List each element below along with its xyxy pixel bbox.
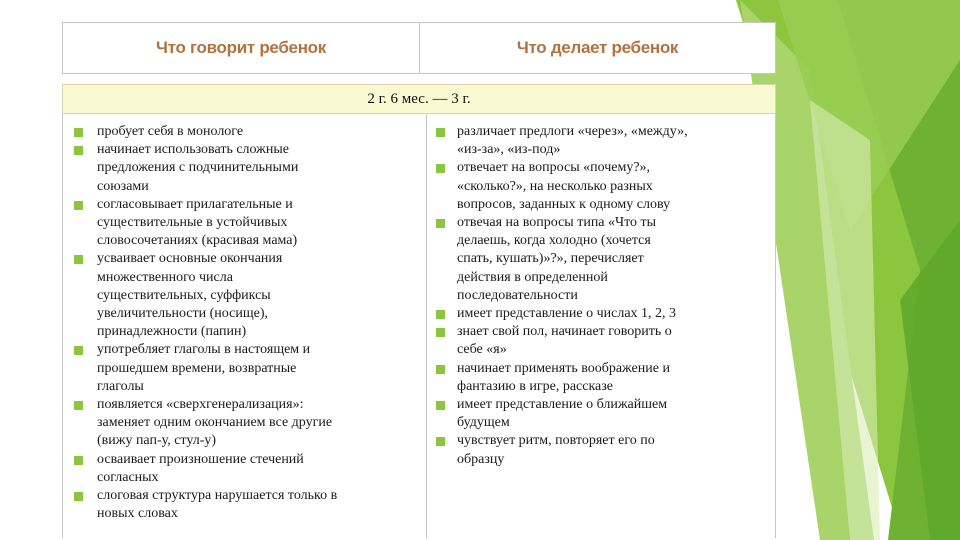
list-item-line: принадлежности (папин) [97, 324, 247, 340]
list-item-line: чувствует ритм, повторяет его по [457, 433, 655, 449]
list-item-line: усваивает основные окончания [97, 251, 283, 267]
list-item [427, 214, 775, 305]
list-item-line: новых словах [97, 506, 178, 522]
list-item [427, 432, 775, 468]
list-item-line: заменяет одним окончанием все другие [97, 415, 333, 431]
list-item-line: употребляет глаголы в настоящем и [97, 342, 311, 358]
list-item [63, 341, 426, 396]
does-column [427, 114, 775, 538]
list-item [63, 250, 426, 341]
header-row [62, 22, 776, 74]
list-item-line: начинает применять воображение и [457, 360, 670, 376]
square-bullet-icon [436, 128, 445, 137]
list-item [63, 141, 426, 196]
square-bullet-icon [436, 219, 445, 228]
list-item-line: действия в определенной [457, 269, 608, 285]
list-item [427, 159, 775, 214]
list-item [427, 305, 775, 323]
list-item-line: различает предлоги «через», «между», [457, 124, 688, 139]
square-bullet-icon [74, 401, 83, 410]
list-item-line: существительные в устойчивых [97, 215, 288, 231]
list-item-line: спать, кушать)»?», перечисляет [457, 251, 644, 267]
list-item-line: себе «я» [457, 342, 507, 358]
square-bullet-icon [436, 365, 445, 374]
header-says: Что говорит ребенок [63, 23, 420, 73]
list-item-line: отвечая на вопросы типа «Что ты [457, 215, 657, 231]
list-item [63, 487, 426, 523]
says-list [63, 123, 426, 523]
list-item-line: имеет представление о ближайшем [457, 397, 668, 413]
list-item-line: согласовывает прилагательные и [97, 196, 293, 212]
square-bullet-icon [74, 146, 83, 155]
list-item-line: делаешь, когда холодно (хочется [457, 233, 651, 249]
list-item-line: «сколько?», на несколько разных [457, 178, 653, 194]
list-item-line: прошедшем времени, возвратные [97, 360, 297, 376]
list-item-line: знает свой пол, начинает говорить о [457, 324, 672, 340]
list-item-line: увеличительности (носище), [97, 306, 268, 322]
list-item-line: согласных [97, 469, 159, 485]
list-item-line: имеет представление о числах 1, 2, 3 [457, 306, 677, 322]
square-bullet-icon [74, 492, 83, 501]
list-item-line: осваивает произношение стечений [97, 451, 304, 467]
list-item-line: словосочетаниях (красивая мама) [97, 233, 298, 249]
list-item-line: пробует себя в монологе [97, 124, 244, 139]
list-item [63, 123, 426, 141]
square-bullet-icon [74, 255, 83, 264]
square-bullet-icon [74, 201, 83, 210]
list-item-line: союзами [97, 178, 149, 194]
square-bullet-icon [74, 456, 83, 465]
square-bullet-icon [436, 328, 445, 337]
list-item-line: последовательности [457, 287, 578, 303]
content-table [62, 114, 776, 538]
list-item [427, 360, 775, 396]
list-item-line: предложения с подчинительными [97, 160, 299, 176]
list-item-line: существительных, суффиксы [97, 287, 271, 303]
square-bullet-icon [436, 164, 445, 173]
square-bullet-icon [74, 346, 83, 355]
list-item-line: фантазию в игре, рассказе [457, 378, 614, 394]
square-bullet-icon [436, 437, 445, 446]
square-bullet-icon [436, 310, 445, 319]
list-item-line: начинает использовать сложные [97, 142, 289, 158]
list-item-line: (вижу пап-у, стул-у) [97, 433, 217, 449]
list-item-line: «из-за», «из-под» [457, 142, 561, 158]
list-item-line: слоговая структура нарушается только в [97, 488, 338, 504]
list-item [427, 396, 775, 432]
list-item-line: отвечает на вопросы «почему?», [457, 160, 651, 176]
list-item-line: глаголы [97, 378, 144, 394]
list-item-line: появляется «сверхгенерализация»: [97, 397, 304, 413]
header-does: Что делает ребенок [516, 38, 679, 57]
list-item-line: будущем [457, 415, 510, 431]
does-list [427, 123, 775, 469]
list-item [63, 196, 426, 251]
age-range-bar: 2 г. 6 мес. — 3 г. [62, 84, 776, 114]
list-item-line: вопросов, заданных к одному слову [457, 196, 671, 212]
square-bullet-icon [74, 128, 83, 137]
list-item-line: образцу [457, 451, 505, 467]
square-bullet-icon [436, 401, 445, 410]
says-column [63, 114, 427, 538]
list-item [63, 451, 426, 487]
list-item-line: множественного числа [97, 269, 233, 285]
list-item [63, 396, 426, 451]
list-item [427, 123, 775, 159]
list-item [427, 323, 775, 359]
